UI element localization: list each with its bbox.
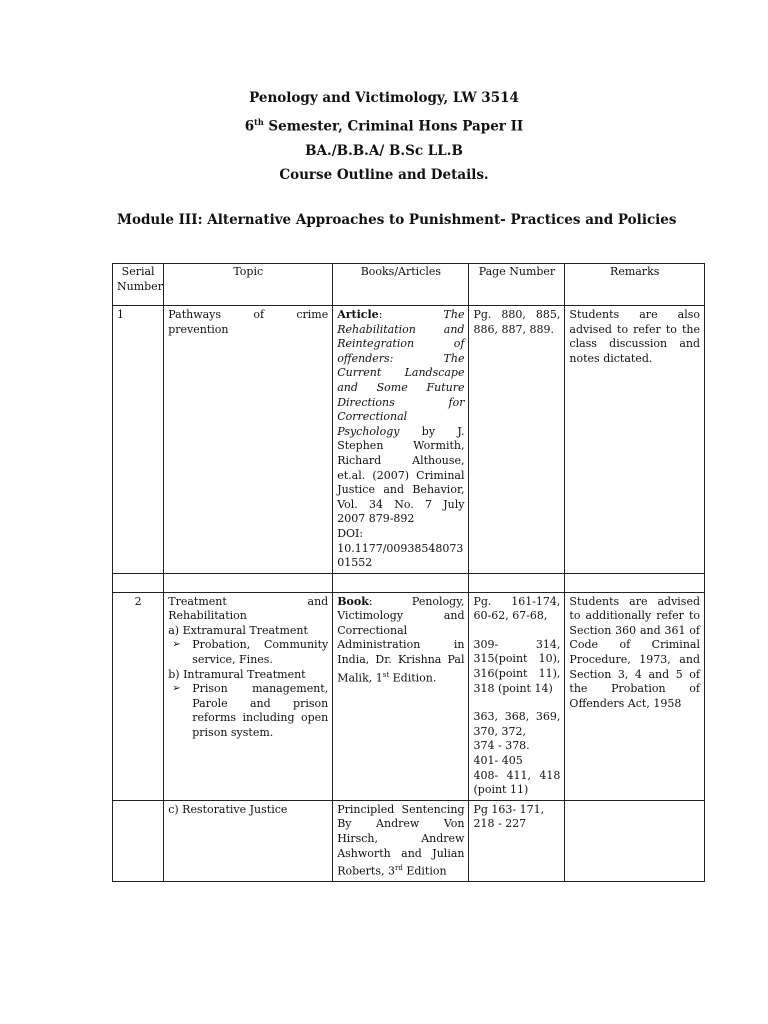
serial-cell	[113, 800, 164, 882]
column-header-remarks: Remarks	[565, 264, 705, 306]
course-title: Penology and Victimology, LW 3514	[249, 90, 519, 106]
table-header-row	[113, 264, 705, 306]
topic-subheading: b) Intramural Treatment	[168, 667, 306, 681]
article-title: The Rehabilitation and Reintegration of offenders: The Current Landscape and Some Future Directions for Correctional Psychology	[337, 308, 465, 438]
course-outline-table	[112, 263, 705, 882]
book-type-label: Article:	[337, 308, 444, 321]
serial-cell: 2	[113, 592, 164, 800]
article-citation: by J. Stephen Wormith, Richard Althouse, et.al. (2007) Criminal Justice and Behavior, Vol. 34 No. 7 July 2007 879-892	[337, 424, 465, 526]
column-header-pages: Page Number	[469, 264, 565, 306]
degree-line: BA./B.B.A/ B.Sc LL.B	[305, 142, 463, 159]
table-row	[113, 592, 705, 800]
remarks-cell: Students are advised to additionally refer to Section 360 and 361 of Code of Criminal Procedure, 1973, and Section 3, 4 and 5 of the Probation of Offenders Act, 1958	[565, 592, 705, 800]
column-header-books: Books/Articles	[333, 264, 469, 306]
spacer-row	[113, 573, 705, 592]
outline-heading: Course Outline and Details.	[279, 166, 489, 183]
pages-cell: Pg 163- 171, 218 - 227	[469, 800, 565, 882]
remarks-cell	[565, 800, 705, 882]
topic-cell	[164, 592, 333, 800]
list-item: ➢ Probation, Community service, Fines.	[192, 638, 328, 667]
column-header-serial: Serial Number	[113, 264, 164, 306]
books-cell: Book: Penology, Victimology and Correctional Administration in India, Dr. Krishna Pal Malik, 1st Edition.	[333, 592, 469, 800]
books-cell	[333, 306, 469, 574]
topic-subheading: a) Extramural Treatment	[168, 623, 308, 637]
bullet-list	[168, 638, 328, 667]
pages-cell: Pg. 880, 885, 886, 887, 889.	[469, 306, 565, 574]
pages-cell: Pg. 161-174, 60-62, 67-68, 309- 314, 315(point 10), 316(point 11), 318 (point 14) 363, 368, 369, 370, 372, 374 - 378. 401- 405 408- 411, 418 (point 11)	[469, 592, 565, 800]
books-cell: Principled Sentencing By Andrew Von Hirsch, Andrew Ashworth and Julian Roberts, 3rd Edition	[333, 800, 469, 882]
doi-value: 10.1177/00938548073 01552	[337, 541, 464, 570]
topic-title: Treatment and Rehabilitation	[168, 594, 329, 623]
serial-cell: 1	[113, 306, 164, 574]
column-header-topic: Topic	[164, 264, 333, 306]
topic-cell: c) Restorative Justice	[164, 800, 333, 882]
doi-label: DOI:	[337, 526, 364, 540]
document-header	[0, 86, 768, 187]
table-row	[113, 306, 705, 574]
table-row	[113, 800, 705, 882]
bullet-list	[168, 682, 328, 740]
list-item: ➢ Prison management, Parole and prison reforms including open prison system.	[192, 682, 328, 740]
semester-line: 6th Semester, Criminal Hons Paper II	[244, 117, 524, 135]
module-title: Module III: Alternative Approaches to Punishment- Practices and Policies	[117, 212, 677, 228]
remarks-cell: Students are also advised to refer to the class discussion and notes dictated.	[565, 306, 705, 574]
topic-cell: Pathways of crime prevention	[164, 306, 333, 574]
